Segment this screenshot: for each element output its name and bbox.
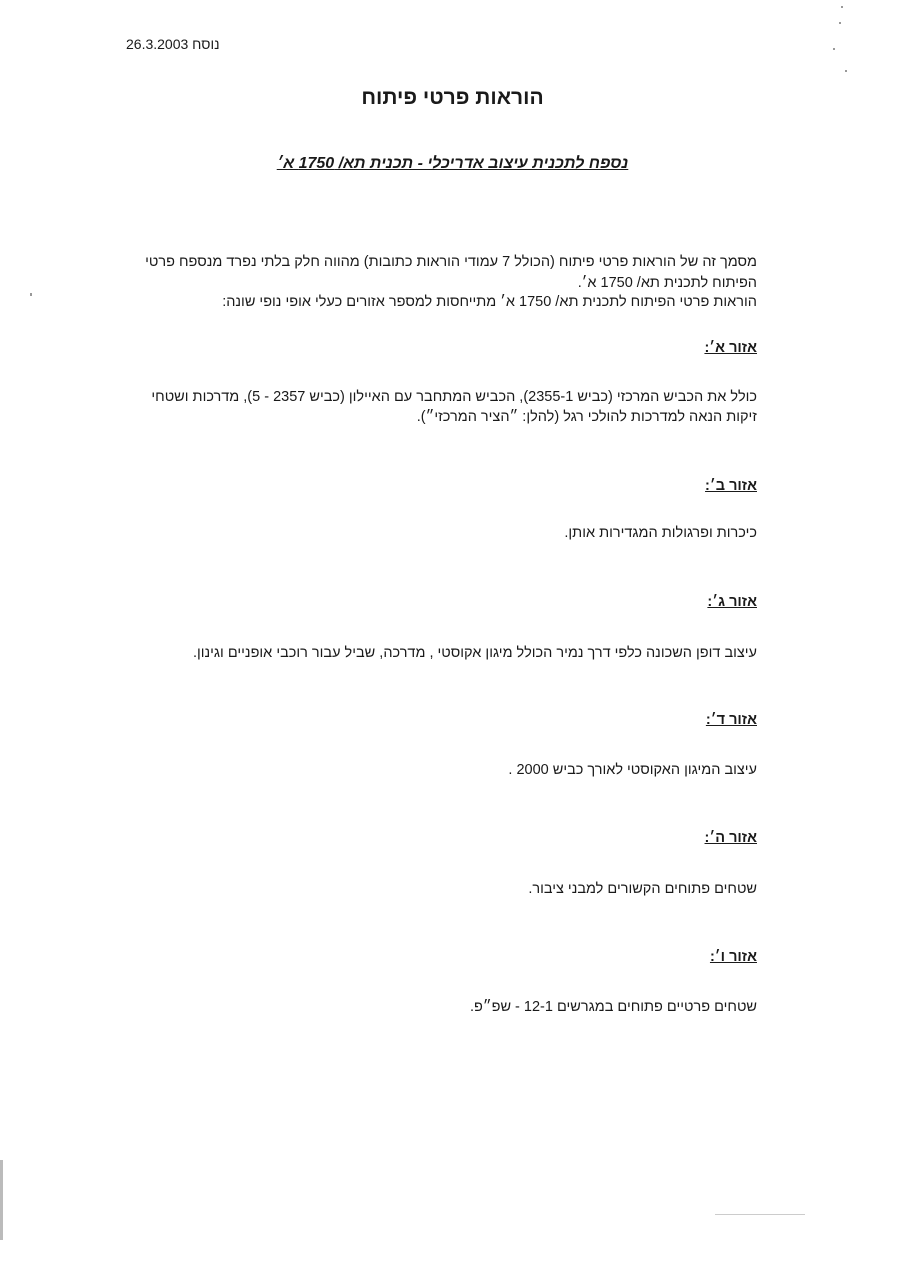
scan-speck: [845, 70, 847, 72]
scan-speck: [839, 22, 841, 24]
zone-c-heading: אזור ג׳:: [707, 594, 757, 610]
zone-b-heading: אזור ב׳:: [705, 478, 757, 494]
zone-e-text: שטחים פתוחים הקשורים למבני ציבור.: [528, 881, 757, 897]
zone-a-heading: אזור א׳:: [704, 340, 757, 356]
zone-e-heading: אזור ה׳:: [704, 830, 757, 846]
version-date: נוסח 26.3.2003: [126, 36, 220, 52]
zone-d-heading: אזור ד׳:: [705, 712, 757, 728]
zone-d-text: עיצוב המיגון האקוסטי לאורך כביש 2000 .: [508, 762, 757, 778]
zone-b-text: כיכרות ופרגולות המגדירות אותן.: [564, 525, 757, 541]
zone-a-text: כולל את הכביש המרכזי (כביש 2355-1), הכביש המתחבר עם האיילון (כביש 2357 - 5), מדרכות ושטחי זיקות הנאה למדרכות להולכי רגל (להלן: ״הציר המרכזי״).: [151, 389, 757, 425]
document-subtitle: [0, 155, 905, 173]
scan-speck: [30, 293, 32, 296]
zone-c-text: עיצוב דופן השכונה כלפי דרך נמיר הכולל מיגון אקוסטי , מדרכה, שביל עבור רוכבי אופניים וגינון.: [192, 645, 757, 661]
intro-paragraph-2: הוראות פרטי הפיתוח לתכנית תא/ 1750 א׳ מתייחסות למספר אזורים כעלי אופי נופי שונה:: [222, 294, 757, 310]
scan-speck: [841, 6, 843, 8]
zone-f-heading: אזור ו׳:: [709, 949, 757, 965]
document-subtitle-text: נספח לתכנית עיצוב אדריכלי - תכנית תא/ 1750 א׳: [276, 155, 629, 172]
scan-edge: [0, 1160, 3, 1240]
zone-f-text: שטחים פרטיים פתוחים במגרשים 12-1 - שפ״פ.: [469, 999, 757, 1015]
scan-line: [715, 1214, 805, 1215]
scan-speck: [833, 48, 835, 50]
document-title: הוראות פרטי פיתוח: [361, 86, 544, 109]
intro-paragraph: מסמך זה של הוראות פרטי פיתוח (הכולל 7 עמודי הוראות כתובות) מהווה חלק בלתי נפרד מנספח פרטי הפיתוח לתכנית תא/ 1750 א׳.: [145, 254, 757, 291]
